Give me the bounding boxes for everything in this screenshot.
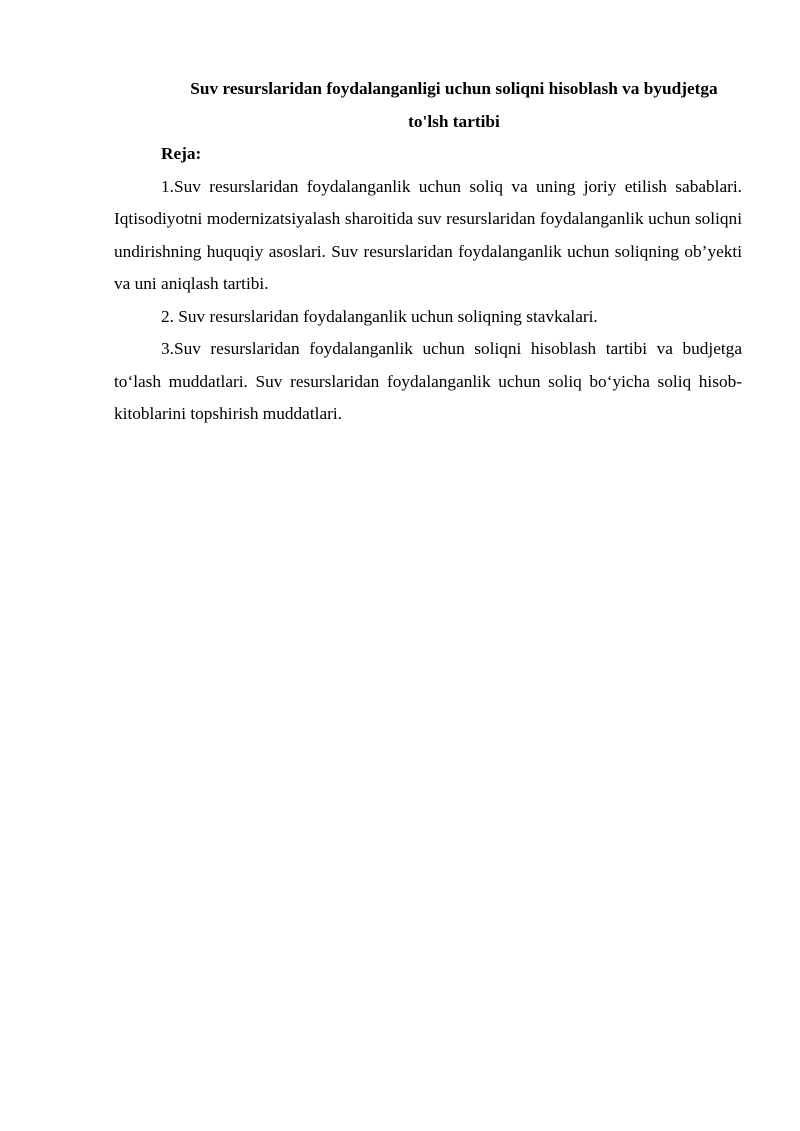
- document-title: [114, 73, 742, 138]
- plan-item-2: 2. Suv resurslaridan foydalanganlik uchun soliqning stavkalari.: [161, 306, 598, 326]
- plan-item-1: 1.Suv resurslaridan foydalanganlik uchun soliq va uning joriy etilish sabablari. Iqtisodiyotni modernizatsiyalash sharoitida suv resurslaridan foydalanganlik uchun soliqni undirishning huquqiy asoslari. Suv resurslaridan foydalanganlik uchun soliqning ob’yekti va uni aniqlash tartibi.: [114, 176, 742, 293]
- title-line-1: Suv resurslaridan foydalanganligi uchun soliqni hisoblash va byudjetga: [190, 79, 718, 98]
- plan-heading: Reja:: [161, 144, 202, 163]
- document-content: [114, 73, 742, 431]
- title-line-2: to'lsh tartibi: [408, 111, 500, 131]
- plan-item-3: 3.Suv resurslaridan foydalanganlik uchun soliqni hisoblash tartibi va budjetga to‘lash muddatlari. Suv resurslaridan foydalanganlik uchun soliq bo‘yicha soliq hisob-kitoblarini topshirish muddatlari.: [114, 339, 742, 423]
